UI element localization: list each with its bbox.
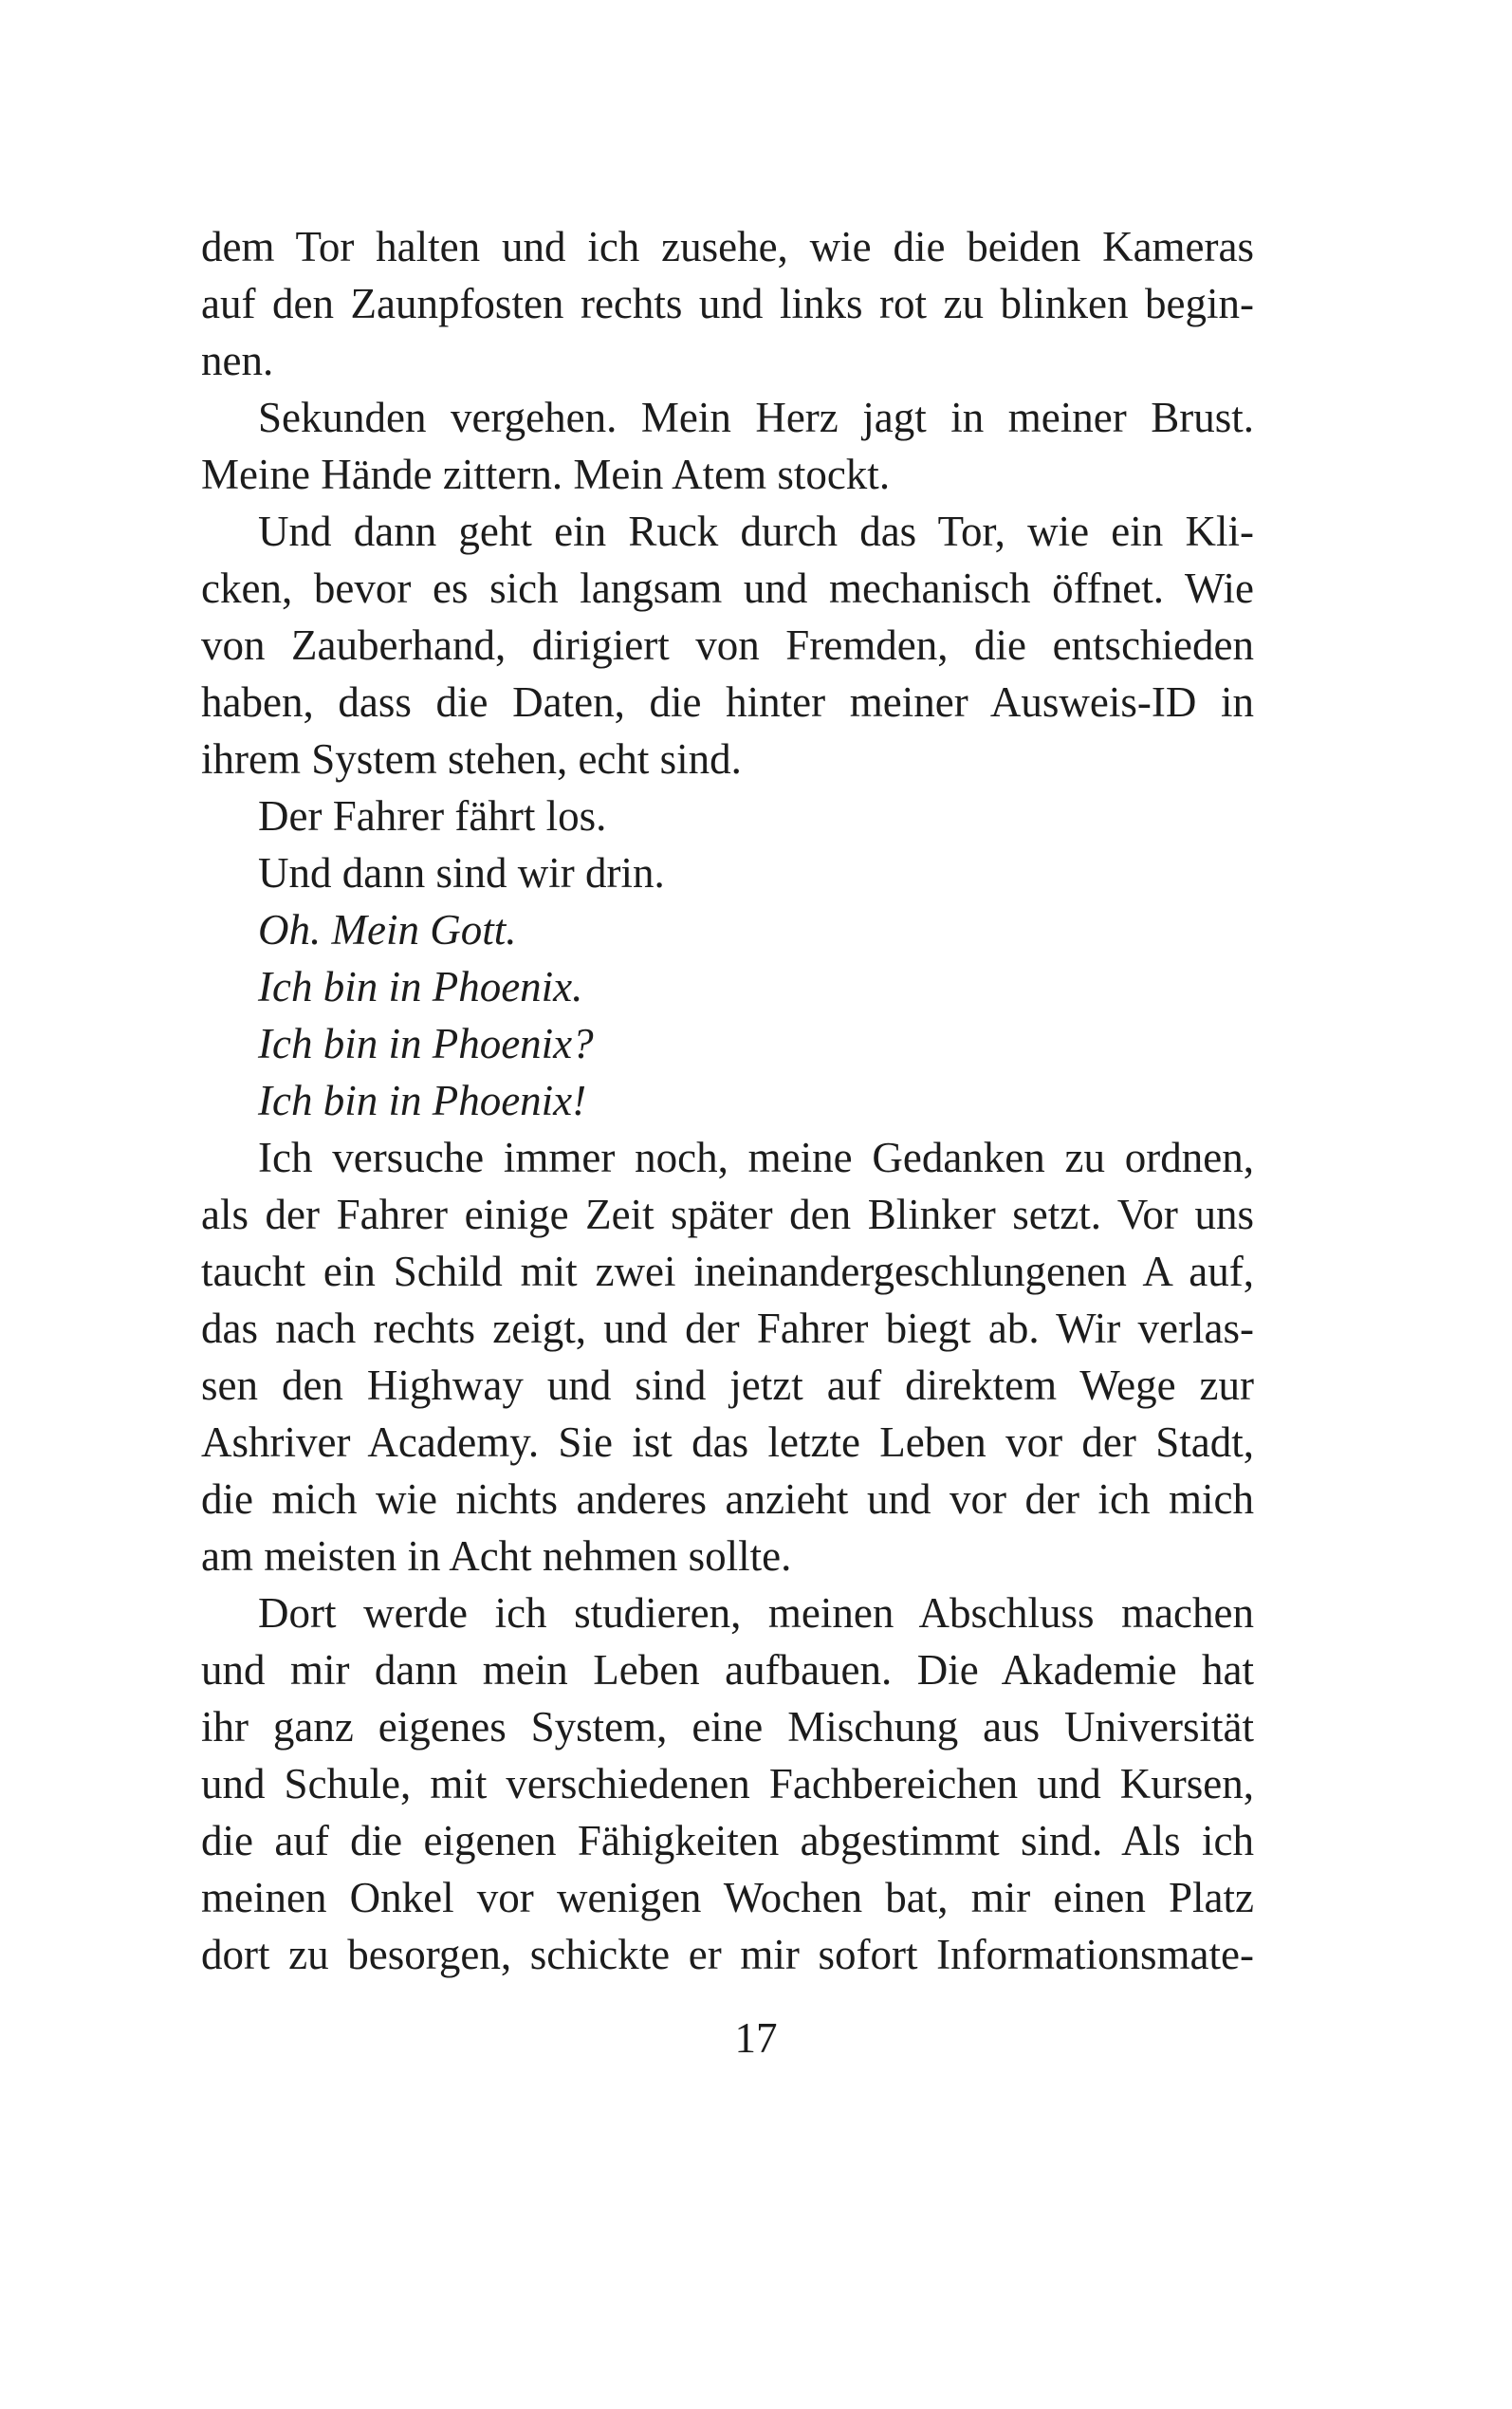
text-line: das nach rechts zeigt, und der Fahrer biegt ab. Wir verlas-	[201, 1305, 1254, 1352]
text-line: Dort werde ich studieren, meinen Abschluss machen	[258, 1589, 1254, 1637]
text-line: cken, bevor es sich langsam und mechanisch öffnet. Wie	[201, 565, 1254, 612]
italic-line: Ich bin in Phoenix?	[258, 1020, 594, 1067]
page-number: 17	[734, 2014, 778, 2062]
text-line: am meisten in Acht nehmen sollte.	[201, 1532, 792, 1580]
text-line: und Schule, mit verschiedenen Fachbereichen und Kursen,	[201, 1760, 1254, 1807]
body-text	[201, 218, 1254, 1983]
text-line: die mich wie nichts anderes anzieht und vor der ich mich	[201, 1475, 1254, 1523]
text-line: sen den Highway und sind jetzt auf direktem Wege zur	[201, 1362, 1254, 1409]
text-line: dort zu besorgen, schickte er mir sofort Informationsmate-	[201, 1931, 1254, 1978]
text-line: Sekunden vergehen. Mein Herz jagt in meiner Brust.	[258, 394, 1254, 441]
text-line: Meine Hände zittern. Mein Atem stockt.	[201, 451, 891, 498]
text-line: Der Fahrer fährt los.	[258, 792, 607, 840]
text-line: ihr ganz eigenes System, eine Mischung aus Universität	[201, 1703, 1254, 1751]
text-line: von Zauberhand, dirigiert von Fremden, die entschieden	[201, 621, 1254, 669]
italic-line: Ich bin in Phoenix.	[258, 963, 583, 1010]
text-line: als der Fahrer einige Zeit später den Blinker setzt. Vor uns	[201, 1191, 1254, 1238]
text-line: die auf die eigenen Fähigkeiten abgestimmt sind. Als ich	[201, 1817, 1254, 1864]
text-line: dem Tor halten und ich zusehe, wie die beiden Kameras	[201, 223, 1254, 270]
text-line: Ashriver Academy. Sie ist das letzte Leben vor der Stadt,	[201, 1418, 1254, 1466]
italic-line: Oh. Mein Gott.	[258, 906, 517, 954]
text-line: taucht ein Schild mit zwei ineinandergeschlungenen A auf,	[201, 1248, 1254, 1295]
text-line: meinen Onkel vor wenigen Wochen bat, mir einen Platz	[201, 1874, 1254, 1921]
text-line: Ich versuche immer noch, meine Gedanken zu ordnen,	[258, 1134, 1254, 1181]
text-line: ihrem System stehen, echt sind.	[201, 735, 742, 783]
text-line: nen.	[201, 337, 274, 384]
text-line: auf den Zaunpfosten rechts und links rot zu blinken begin-	[201, 280, 1254, 327]
text-line: Und dann geht ein Ruck durch das Tor, wie ein Kli-	[258, 508, 1254, 555]
text-line: Und dann sind wir drin.	[258, 849, 665, 897]
text-line: haben, dass die Daten, die hinter meiner Ausweis-ID in	[201, 678, 1254, 726]
italic-line: Ich bin in Phoenix!	[258, 1077, 587, 1124]
text-line: und mir dann mein Leben aufbauen. Die Akademie hat	[201, 1646, 1254, 1694]
